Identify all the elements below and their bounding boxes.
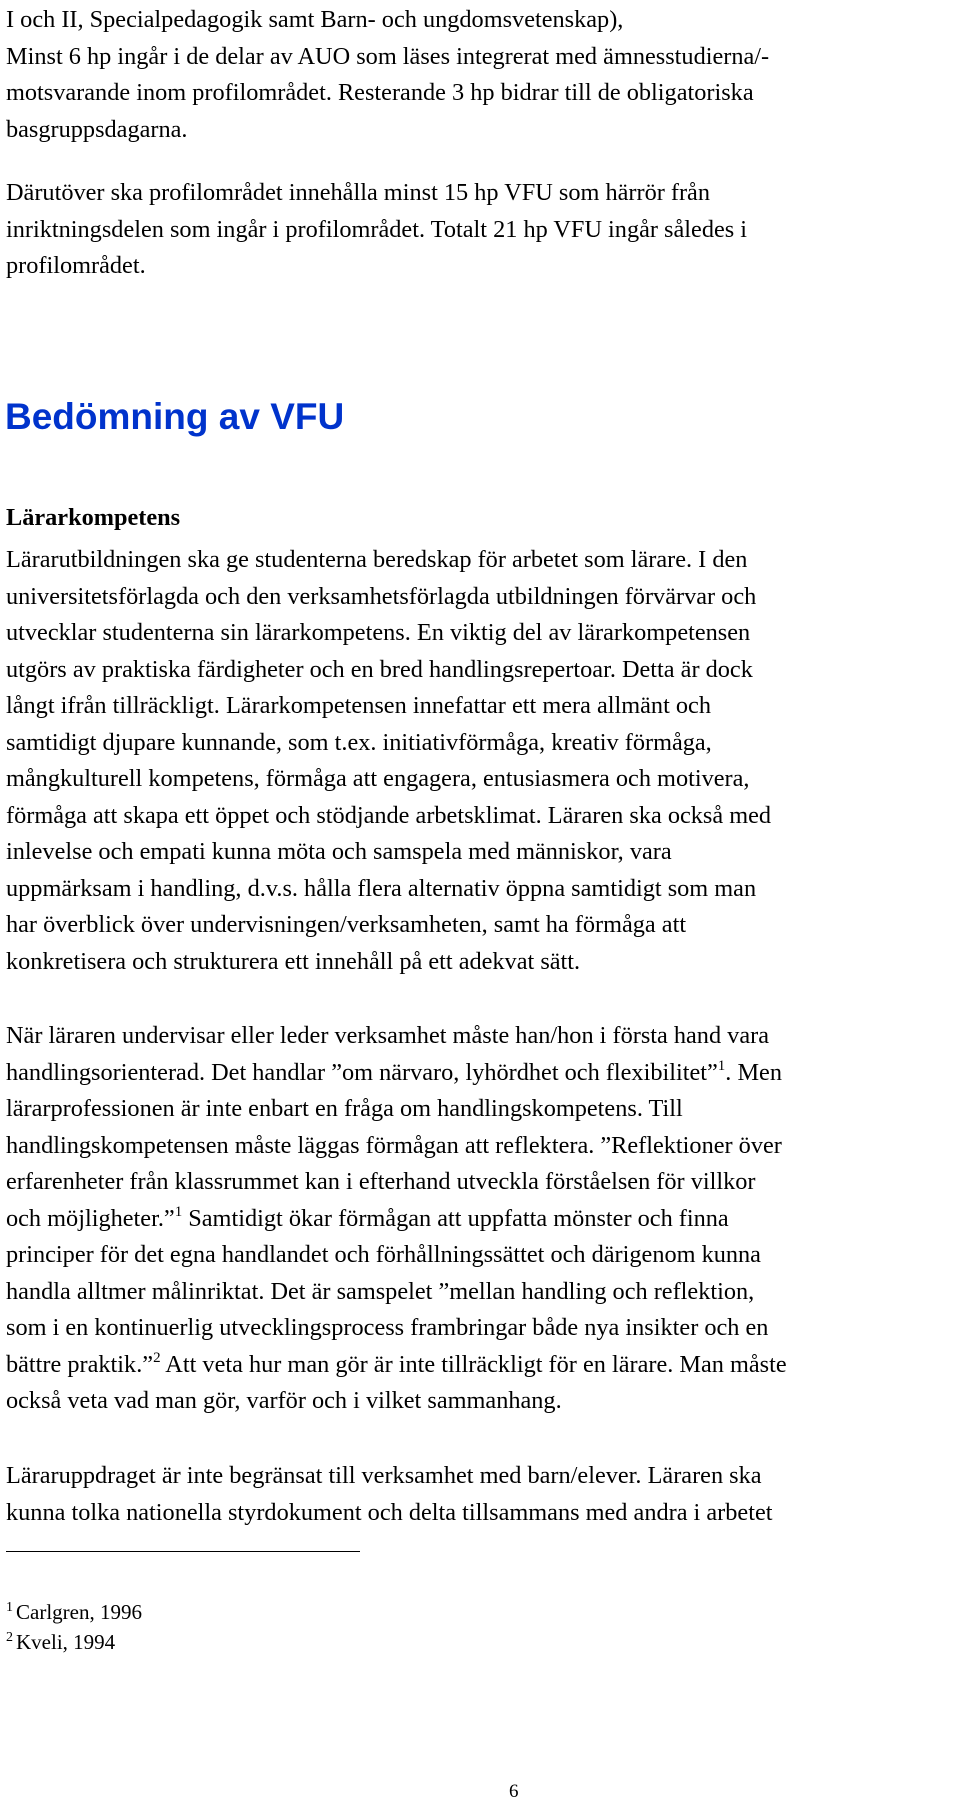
text-line: Lärarutbildningen ska ge studenterna beredskap för arbetet som lärare. I den bbox=[6, 546, 748, 573]
text-segment: Att veta hur man gör är inte tillräckligt för en lärare. Man måste bbox=[160, 1350, 787, 1378]
section-heading: Bedömning av VFU bbox=[5, 396, 345, 437]
lararuppdraget-paragraph bbox=[6, 1458, 956, 1531]
footnote-text: Carlgren, 1996 bbox=[16, 1600, 142, 1624]
footnote-number: 1 bbox=[6, 1600, 13, 1615]
text-segment: bättre praktik.” bbox=[6, 1350, 154, 1378]
text-line: kunna tolka nationella styrdokument och delta tillsammans med andra i arbetet bbox=[6, 1498, 773, 1526]
text-line: konkretisera och strukturera ett innehåll på ett adekvat sätt. bbox=[6, 947, 581, 975]
footnote-text: Kveli, 1994 bbox=[16, 1630, 116, 1654]
text-line: basgruppsdagarna. bbox=[6, 115, 188, 143]
text-line: förmåga att skapa ett öppet och stödjande arbetsklimat. Läraren ska också med bbox=[6, 801, 772, 829]
text-line: inlevelse och empati kunna möta och samspela med människor, vara bbox=[6, 838, 672, 865]
text-line: samtidigt djupare kunnande, som t.ex. initiativförmåga, kreativ förmåga, bbox=[6, 728, 712, 756]
subheading: Lärarkompetens bbox=[6, 504, 181, 531]
text-line: inriktningsdelen som ingår i profilområdet. Totalt 21 hp VFU ingår således i bbox=[6, 215, 748, 243]
text-line: utvecklar studenterna sin lärarkompetens. En viktig del av lärarkompetensen bbox=[6, 619, 751, 646]
text-line: profilområdet. bbox=[6, 252, 146, 279]
text-segment: . Men bbox=[725, 1058, 782, 1086]
page-number: 6 bbox=[509, 1781, 519, 1802]
text-line: principer för det egna handlandet och förhållningssättet och därigenom kunna bbox=[6, 1241, 761, 1268]
handlingskompetens-paragraph bbox=[6, 1018, 956, 1420]
text-line: handla alltmer målinriktat. Det är samspelet ”mellan handling och reflektion, bbox=[6, 1277, 755, 1305]
text-line bbox=[6, 1201, 956, 1238]
text-line: har överblick över undervisningen/verksamheten, samt ha förmåga att bbox=[6, 911, 687, 938]
text-line: också veta vad man gör, varför och i vilket sammanhang. bbox=[6, 1387, 562, 1414]
footnote-1 bbox=[6, 1598, 142, 1630]
text-line: universitetsförlagda och den verksamhetsförlagda utbildningen förvärvar och bbox=[6, 582, 757, 610]
footnote-reference: 2 bbox=[153, 1349, 161, 1366]
text-line: erfarenheter från klassrummet kan i efterhand utveckla förståelsen för villkor bbox=[6, 1168, 756, 1195]
text-line bbox=[6, 1055, 956, 1092]
text-line: motsvarande inom profilområdet. Resterande 3 hp bidrar till de obligatoriska bbox=[6, 79, 754, 106]
text-segment: och möjligheter.” bbox=[6, 1204, 175, 1232]
text-line: När läraren undervisar eller leder verksamhet måste han/hon i första hand vara bbox=[6, 1022, 769, 1049]
text-line: handlingskompetensen måste läggas förmågan att reflektera. ”Reflektioner över bbox=[6, 1131, 782, 1159]
footnote-separator bbox=[6, 1551, 360, 1552]
text-line: Minst 6 hp ingår i de delar av AUO som läses integrerat med ämnesstudierna/- bbox=[6, 42, 770, 70]
footnote-reference: 1 bbox=[174, 1203, 183, 1220]
text-line: utgörs av praktiska färdigheter och en bred handlingsrepertoar. Detta är dock bbox=[6, 655, 753, 683]
footnote-number: 2 bbox=[6, 1630, 13, 1645]
footnote-reference: 1 bbox=[717, 1057, 726, 1074]
text-line bbox=[6, 1347, 956, 1384]
text-line: uppmärksam i handling, d.v.s. hålla flera alternativ öppna samtidigt som man bbox=[6, 874, 757, 902]
footnote-2 bbox=[6, 1628, 115, 1660]
text-line: lärarprofessionen är inte enbart en fråga om handlingskompetens. Till bbox=[6, 1095, 683, 1122]
intro-paragraph bbox=[6, 2, 956, 148]
text-segment: Samtidigt ökar förmågan att uppfatta mönster och finna bbox=[182, 1204, 729, 1232]
text-line: långt ifrån tillräckligt. Lärarkompetensen innefattar ett mera allmänt och bbox=[6, 692, 711, 719]
text-line: Därutöver ska profilområdet innehålla minst 15 hp VFU som härrör från bbox=[6, 179, 710, 206]
text-line: Läraruppdraget är inte begränsat till verksamhet med barn/elever. Läraren ska bbox=[6, 1462, 762, 1489]
text-line: mångkulturell kompetens, förmåga att engagera, entusiasmera och motivera, bbox=[6, 765, 750, 792]
lararkompetens-paragraph bbox=[6, 542, 956, 980]
text-line: som i en kontinuerlig utvecklingsprocess frambringar både nya insikter och en bbox=[6, 1314, 769, 1341]
text-segment: handlingsorienterad. Det handlar ”om närvaro, lyhördhet och flexibilitet” bbox=[6, 1058, 718, 1086]
vfu-paragraph bbox=[6, 175, 956, 285]
text-line: I och II, Specialpedagogik samt Barn- och ungdomsvetenskap), bbox=[6, 6, 624, 33]
